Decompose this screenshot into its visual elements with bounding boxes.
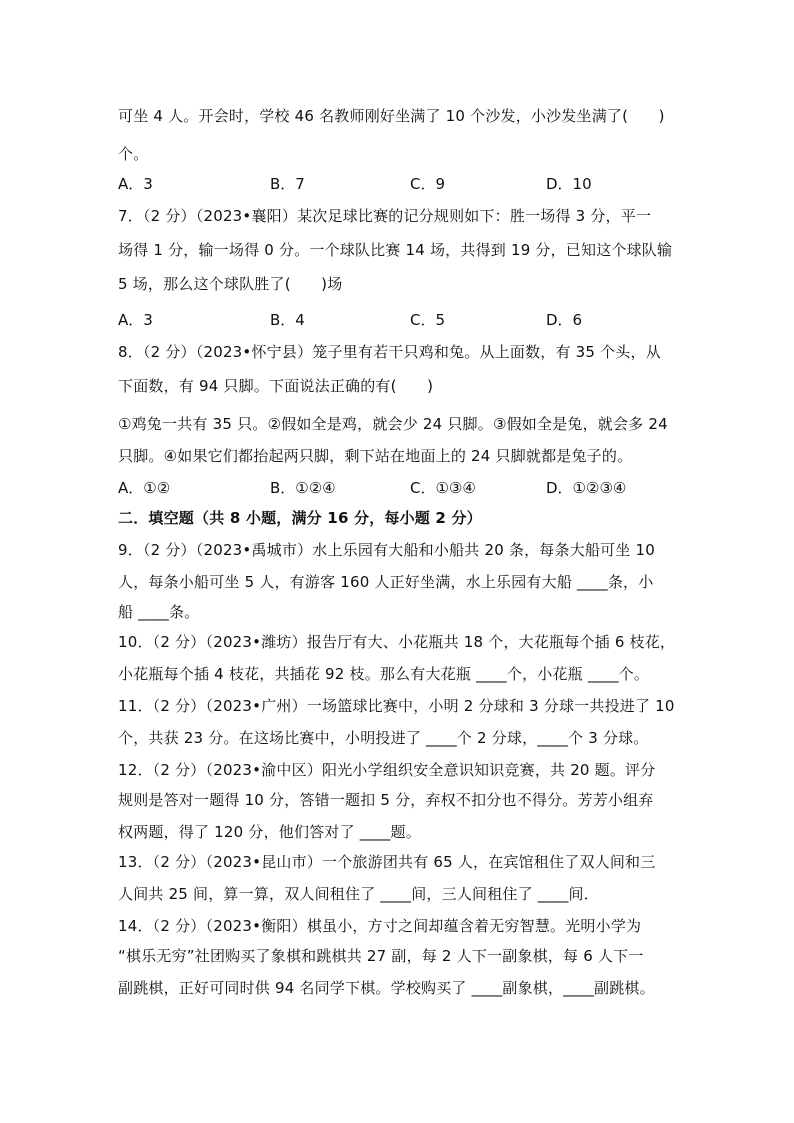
q10-text-line: 小花瓶每个插 4 枝花，共插花 92 枝。那么有大花瓶 ____个，小花瓶 ____个。 (118, 665, 650, 683)
q6-options (118, 174, 678, 194)
q14-text-line: 副跳棋，正好可同时供 94 名同学下棋。学校购买了 ____副象棋，____副跳棋。 (118, 979, 655, 997)
q6-option-d: D．10 (546, 175, 592, 193)
q7-option-c: C．5 (410, 311, 446, 329)
q8-statement-line: 只脚。④如果它们都抬起两只脚，剩下站在地面上的 24 只脚就都是兔子的。 (118, 447, 633, 465)
q8-option-a: A．①② (118, 479, 171, 497)
q9-text-line: 人，每条小船可坐 5 人，有游客 160 人正好坐满，水上乐园有大船 ____条，小 (118, 573, 654, 591)
q11-text-line: 11．（2 分）（2023•广州）一场篮球比赛中，小明 2 分球和 3 分球一共投进了 10 (118, 697, 675, 715)
q6-text-line: 个。 (118, 145, 149, 163)
q8-option-d: D．①②③④ (546, 479, 627, 497)
q8-statement-line: ①鸡兔一共有 35 只。②假如全是鸡，就会少 24 只脚。③假如全是兔，就会多 24 (118, 415, 668, 433)
q8-option-b: B．①②④ (270, 479, 336, 497)
q7-options (118, 310, 678, 330)
q12-text-line: 权两题，得了 120 分，他们答对了 ____题。 (118, 823, 421, 841)
q14-text-line: “棋乐无穷”社团购买了象棋和跳棋共 27 副，每 2 人下一副象棋，每 6 人下一 (118, 947, 644, 965)
q11-text-line: 个，共获 23 分。在这场比赛中，小明投进了 ____个 2 分球，____个 3 分球。 (118, 729, 649, 747)
q13-text-line: 人间共 25 间，算一算，双人间租住了 ____间，三人间租住了 ____间． (118, 885, 599, 903)
q12-text-line: 12．（2 分）（2023•渝中区）阳光小学组织安全意识知识竞赛，共 20 题。评分 (118, 761, 656, 779)
q14-text-line: 14．（2 分）（2023•衡阳）棋虽小，方寸之间却蕴含着无穷智慧。光明小学为 (118, 917, 642, 935)
q7-text-line: 场得 1 分，输一场得 0 分。一个球队比赛 14 场，共得到 19 分，已知这个球队输 (118, 241, 673, 259)
q10-text-line: 10．（2 分）（2023•潍坊）报告厅有大、小花瓶共 18 个，大花瓶每个插 6 枝花， (118, 633, 676, 651)
q9-text-line: 9．（2 分）（2023•禹城市）水上乐园有大船和小船共 20 条，每条大船可坐 10 (118, 541, 655, 559)
q6-option-a: A．3 (118, 175, 153, 193)
q7-option-d: D．6 (546, 311, 583, 329)
q13-text-line: 13．（2 分）（2023•昆山市）一个旅游团共有 65 人，在宾馆租住了双人间和三 (118, 853, 656, 871)
q12-text-line: 规则是答对一题得 10 分，答错一题扣 5 分，弃权不扣分也不得分。芳芳小组弃 (118, 791, 654, 809)
q7-option-b: B．4 (270, 311, 305, 329)
q8-option-c: C．①③④ (410, 479, 476, 497)
q6-option-c: C．9 (410, 175, 446, 193)
q8-text-line: 8．（2 分）（2023•怀宁县）笼子里有若干只鸡和兔。从上面数，有 35 个头，从 (118, 343, 661, 361)
q8-options (118, 478, 678, 498)
q9-text-line: 船 ____条。 (118, 603, 200, 621)
q7-text-line: 5 场，那么这个球队胜了( )场 (118, 275, 343, 293)
q6-text-line: 可坐 4 人。开会时，学校 46 名教师刚好坐满了 10 个沙发，小沙发坐满了( ) (118, 107, 665, 125)
q8-text-line: 下面数，有 94 只脚。下面说法正确的有( ) (118, 377, 434, 395)
section-heading: 二．填空题（共 8 小题，满分 16 分，每小题 2 分） (118, 509, 482, 527)
q7-text-line: 7．（2 分）（2023•襄阳）某次足球比赛的记分规则如下：胜一场得 3 分，平一 (118, 207, 652, 225)
q7-option-a: A．3 (118, 311, 153, 329)
q6-option-b: B．7 (270, 175, 305, 193)
